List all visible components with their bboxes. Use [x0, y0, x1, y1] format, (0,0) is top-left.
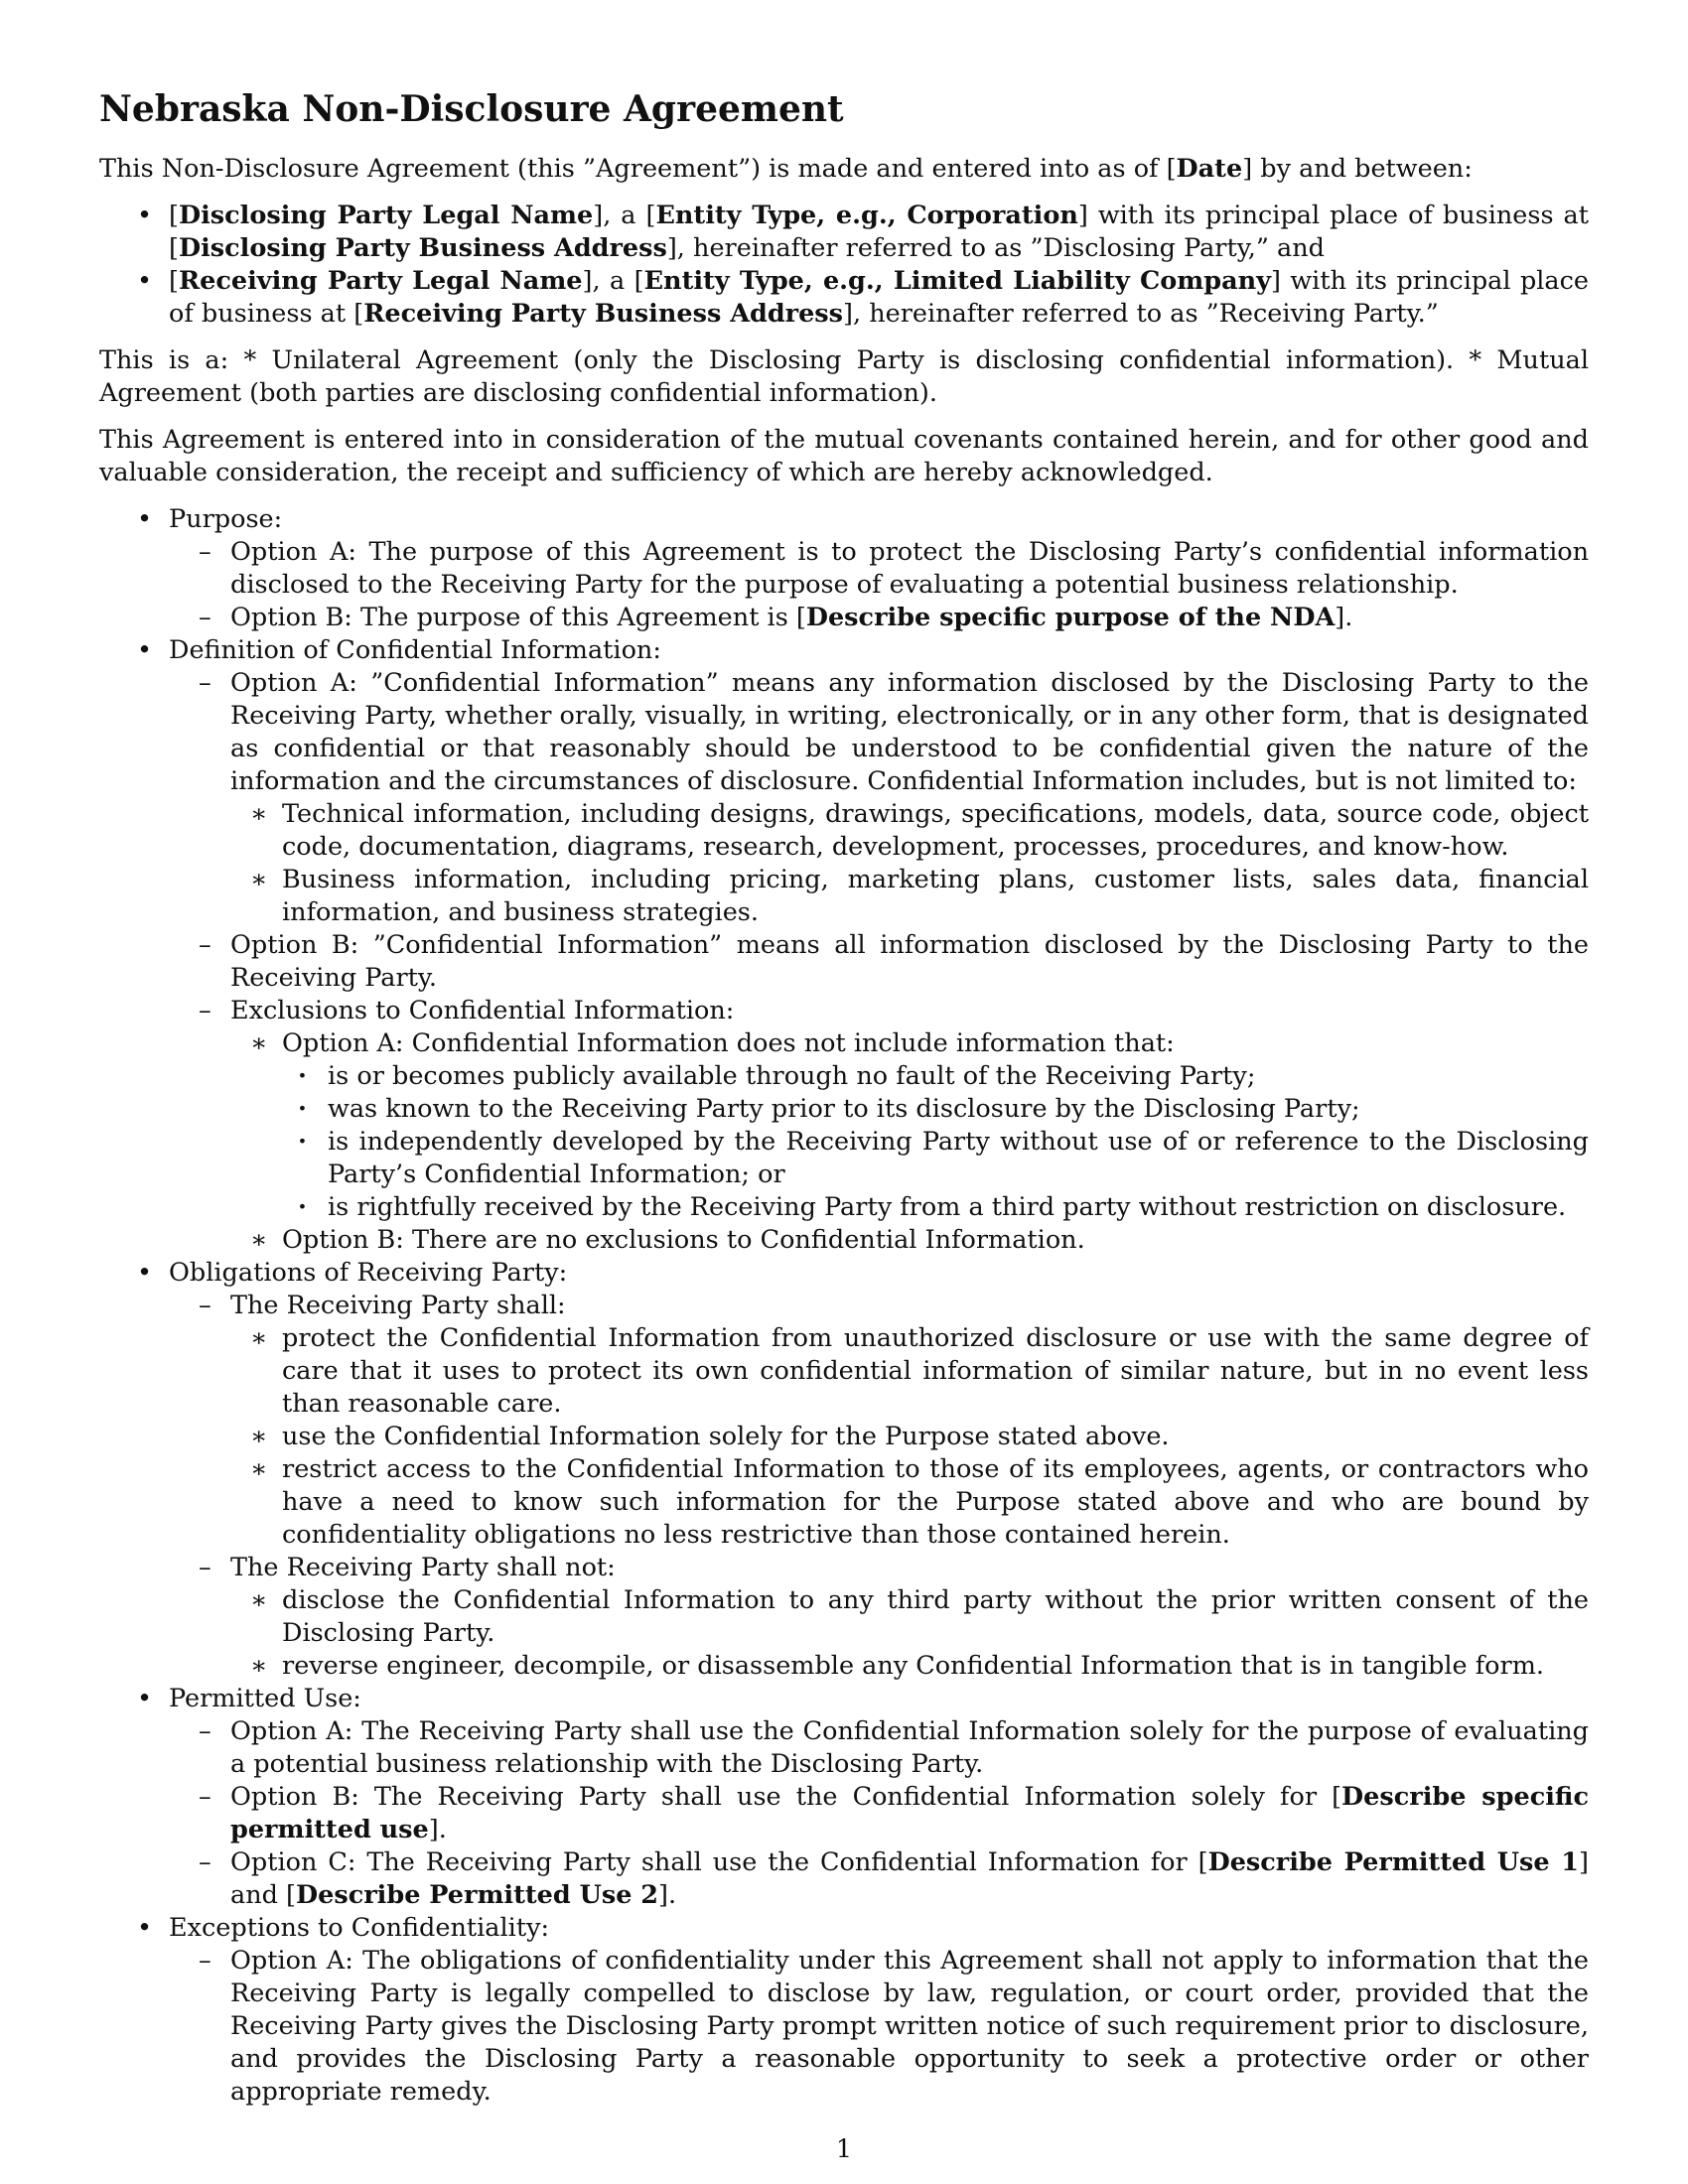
definition-exclusions: [169, 995, 1589, 1257]
option-text: ].: [658, 1880, 677, 1910]
list-item: · is independently developed by the Receiving Party without use of or reference to the Disclosing Party’s Confidential Information; or: [282, 1126, 1589, 1191]
option-text: Option B: The purpose of this Agreement is [: [230, 603, 806, 632]
sections-list: [99, 503, 1589, 2109]
section-heading: Permitted Use:: [169, 1684, 361, 1713]
purpose-option-b: [169, 602, 1589, 634]
placeholder: Describe Permitted Use 2: [296, 1880, 659, 1910]
intro-text: This Non-Disclosure Agreement (this ”Agreement”) is made and entered into as of [: [99, 154, 1177, 184]
section-obligations: [99, 1257, 1589, 1683]
party-text: ], hereinafter referred to as ”Disclosing Party,” and: [666, 233, 1325, 263]
obligations-shall-not: [169, 1552, 1589, 1683]
subsection-heading: Exclusions to Confidential Information:: [230, 996, 735, 1025]
list-item: ∗ use the Confidential Information solely for the Purpose stated above.: [230, 1421, 1589, 1453]
option-text: Option B: The Receiving Party shall use the Confidential Information solely for [: [230, 1782, 1342, 1812]
option-text: Option A: ”Confidential Information” means any information disclosed by the Disclosing Party to the Receiving Party, whether orally, visually, in writing, electronically, or in any other form, that is designated as confidential or that reasonably should be understood to be confidential given the nature of the information and the circumstances of disclosure. Confidential Information includes, but is not limited to:: [230, 668, 1589, 796]
exceptions-option-a: – Option A: The obligations of confidentiality under this Agreement shall not apply to information that the Receiving Party is legally compelled to disclose by law, regulation, or court order, provided that the Receiving Party gives the Disclosing Party prompt written notice of such requirement prior to disclosure, and provides the Disclosing Party a reasonable opportunity to seek a protective order or other appropriate remedy.: [169, 1945, 1589, 2109]
option-text: Option C: The Receiving Party shall use the Confidential Information for [: [230, 1847, 1208, 1877]
party-text: ] with its principal place of business at [: [169, 201, 1589, 263]
exclusions-option-a: [230, 1027, 1589, 1224]
subsection-heading: The Receiving Party shall:: [230, 1291, 566, 1320]
party-text: ] with its principal place of business at [: [169, 266, 1590, 329]
party-receiving: [99, 265, 1589, 331]
section-heading: Exceptions to Confidentiality:: [169, 1913, 550, 1943]
party-text: [: [169, 201, 179, 230]
page-number: 1: [835, 2134, 853, 2164]
date-placeholder: Date: [1176, 154, 1243, 184]
consideration-paragraph: This Agreement is entered into in consideration of the mutual covenants contained herein, and for other good and valuable consideration, the receipt and sufficiency of which are hereby acknowledged.: [99, 425, 1589, 487]
option-text: Option A: Confidential Information does not include information that:: [282, 1028, 1175, 1058]
document-page: [99, 87, 1589, 2122]
party-text: ], hereinafter referred to as ”Receiving Party.”: [843, 299, 1439, 329]
list-item: ∗ Technical information, including designs, drawings, specifications, models, data, source code, object code, documentation, diagrams, research, development, processes, procedures, and know-how.: [230, 798, 1589, 864]
purpose-option-a: – Option A: The purpose of this Agreement is to protect the Disclosing Party’s confidential information disclosed to the Receiving Party for the purpose of evaluating a potential business relationship.: [169, 536, 1589, 602]
section-heading: Definition of Confidential Information:: [169, 635, 661, 665]
placeholder: Entity Type, e.g., Limited Liability Company: [643, 266, 1271, 296]
parties-list: [99, 200, 1589, 331]
definition-option-b: – Option B: ”Confidential Information” means all information disclosed by the Disclosing Party to the Receiving Party.: [169, 929, 1589, 995]
document-title: Nebraska Non-Disclosure Agreement: [99, 88, 844, 130]
list-item: ∗ protect the Confidential Information from unauthorized disclosure or use with the same degree of care that it uses to protect its own confidential information of similar nature, but in no event less than reasonable care.: [230, 1322, 1589, 1421]
section-permitted-use: [99, 1683, 1589, 1912]
section-heading: Obligations of Receiving Party:: [169, 1258, 568, 1288]
party-text: ], a [: [593, 201, 656, 230]
placeholder: Describe specific purpose of the NDA: [805, 603, 1336, 632]
intro-text: ] by and between:: [1242, 154, 1473, 184]
placeholder: Entity Type, e.g., Corporation: [655, 201, 1078, 230]
list-item: ∗ restrict access to the Confidential Information to those of its employees, agents, or contractors who have a need to know such information for the Purpose stated above and who are bound by confidentiality obligations no less restrictive than those contained herein.: [230, 1453, 1589, 1552]
exclusions-option-b: ∗ Option B: There are no exclusions to Confidential Information.: [230, 1224, 1589, 1257]
party-text: ], a [: [582, 266, 644, 296]
permitted-use-option-b: [169, 1781, 1589, 1846]
list-item: · was known to the Receiving Party prior to its disclosure by the Disclosing Party;: [282, 1093, 1589, 1126]
section-exceptions: [99, 1912, 1589, 2109]
permitted-use-option-c: [169, 1846, 1589, 1912]
subsection-heading: The Receiving Party shall not:: [230, 1553, 616, 1582]
list-item: ∗ reverse engineer, decompile, or disassemble any Confidential Information that is in tangible form.: [230, 1650, 1589, 1683]
definition-option-a: [169, 667, 1589, 929]
section-heading: Purpose:: [169, 504, 283, 534]
permitted-use-option-a: – Option A: The Receiving Party shall use the Confidential Information solely for the purpose of evaluating a potential business relationship with the Disclosing Party.: [169, 1715, 1589, 1781]
section-definition: [99, 634, 1589, 1257]
obligations-shall: [169, 1290, 1589, 1552]
agreement-type-paragraph: This is a: * Unilateral Agreement (only the Disclosing Party is disclosing confidential information). * Mutual Agreement (both parties are disclosing confidential information).: [99, 345, 1589, 408]
intro-paragraph: [99, 153, 1589, 186]
placeholder: Describe Permitted Use 1: [1207, 1847, 1580, 1877]
list-item: ∗ disclose the Confidential Information to any third party without the prior written consent of the Disclosing Party.: [230, 1584, 1589, 1650]
party-text: [: [169, 266, 179, 296]
section-purpose: [99, 503, 1589, 634]
option-text: ].: [1335, 603, 1353, 632]
placeholder: Receiving Party Legal Name: [178, 266, 583, 296]
option-text: ].: [428, 1815, 447, 1844]
placeholder: Disclosing Party Business Address: [178, 233, 667, 263]
placeholder: Describe specific permitted use: [230, 1782, 1589, 1844]
placeholder: Receiving Party Business Address: [363, 299, 844, 329]
list-item: · is or becomes publicly available through no fault of the Receiving Party;: [282, 1060, 1589, 1093]
list-item: ∗ Business information, including pricing, marketing plans, customer lists, sales data, financial information, and business strategies.: [230, 864, 1589, 929]
placeholder: Disclosing Party Legal Name: [178, 201, 594, 230]
party-disclosing: [99, 200, 1589, 265]
option-text: ] and [: [230, 1847, 1589, 1910]
list-item: · is rightfully received by the Receiving Party from a third party without restriction on disclosure.: [282, 1191, 1589, 1224]
